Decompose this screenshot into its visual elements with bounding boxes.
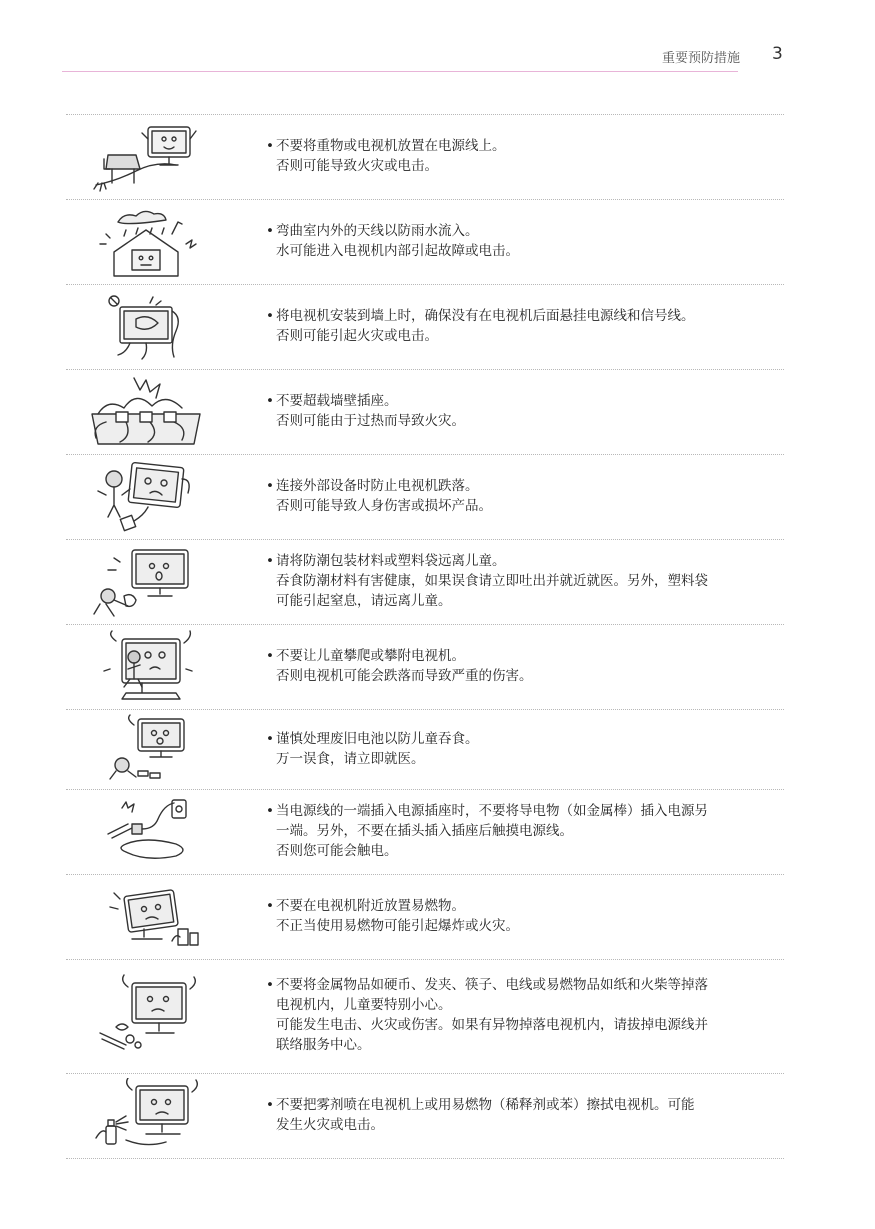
precaution-line: 一端。另外，不要在插头插入插座后触摸电源线。 — [276, 823, 573, 839]
precaution-item — [66, 114, 784, 199]
overloaded-outlet-icon — [86, 374, 206, 450]
precaution-text — [266, 306, 776, 346]
precaution-text — [266, 476, 776, 516]
precaution-text — [266, 221, 776, 261]
antenna-rain-house-icon — [86, 204, 206, 280]
precaution-item — [66, 789, 784, 874]
precaution-line: • 请将防潮包装材料或塑料袋远离儿童。 — [276, 551, 776, 571]
precaution-text — [266, 136, 776, 176]
row-separator — [66, 1158, 784, 1159]
precaution-item — [66, 624, 784, 709]
precaution-line: • 弯曲室内外的天线以防雨水流入。 — [276, 221, 776, 241]
metal-objects-tv-icon — [86, 973, 206, 1057]
precaution-line: 万一误食，请立即就医。 — [276, 751, 425, 767]
precaution-line: 可能引起窒息，请远离儿童。 — [276, 593, 452, 609]
precaution-line: • 连接外部设备时防止电视机跌落。 — [276, 476, 776, 496]
precaution-item — [66, 199, 784, 284]
precaution-line: • 不要超载墙壁插座。 — [276, 391, 776, 411]
precaution-line: • 不要将金属物品如硬币、发夹、筷子、电线或易燃物品如纸和火柴等掉落 — [276, 975, 776, 995]
flammable-near-tv-icon — [86, 879, 206, 955]
precaution-text — [266, 391, 776, 431]
precaution-line: 电视机内，儿童要特别小心。 — [276, 997, 452, 1013]
precaution-item — [66, 539, 784, 624]
wall-mounted-tv-cables-icon — [86, 289, 206, 365]
child-plastic-bag-icon — [86, 544, 206, 620]
precaution-item — [66, 1073, 784, 1158]
precaution-item — [66, 874, 784, 959]
precaution-line: 水可能进入电视机内部引起故障或电击。 — [276, 243, 519, 259]
spray-cleaning-tv-icon — [86, 1078, 206, 1154]
precaution-line: • 谨慎处理废旧电池以防儿童吞食。 — [276, 729, 776, 749]
precaution-line: • 不要在电视机附近放置易燃物。 — [276, 896, 776, 916]
precaution-text — [266, 896, 776, 936]
precaution-text — [266, 975, 776, 1055]
precaution-line: 可能发生电击、火灾或伤害。如果有异物掉落电视机内，请拔掉电源线并 — [276, 1017, 708, 1033]
tv-falling-device-icon — [86, 459, 206, 535]
precaution-line: 否则可能由于过热而导致火灾。 — [276, 413, 465, 429]
page-number: 3 — [772, 44, 783, 64]
precaution-text — [266, 646, 776, 686]
precaution-line: • 将电视机安装到墙上时，确保没有在电视机后面悬挂电源线和信号线。 — [276, 306, 776, 326]
precaution-item — [66, 959, 784, 1073]
precaution-item — [66, 284, 784, 369]
precaution-text — [266, 551, 776, 611]
precaution-line: • 当电源线的一端插入电源插座时，不要将导电物（如金属棒）插入电源另 — [276, 801, 776, 821]
power-cord-under-chair-icon — [86, 119, 206, 195]
precaution-line: 否则可能导致火灾或电击。 — [276, 158, 438, 174]
precaution-line: • 不要将重物或电视机放置在电源线上。 — [276, 136, 776, 156]
precaution-line: • 不要把雾剂喷在电视机上或用易燃物（稀释剂或苯）擦拭电视机。可能 — [276, 1095, 776, 1115]
precaution-text — [266, 729, 776, 769]
header-title: 重要预防措施 — [661, 51, 740, 66]
header-rule — [62, 71, 738, 72]
precaution-line: 否则您可能会触电。 — [276, 843, 398, 859]
precaution-line: • 不要让儿童攀爬或攀附电视机。 — [276, 646, 776, 666]
precaution-line: 不正当使用易燃物可能引起爆炸或火灾。 — [276, 918, 519, 934]
precaution-text — [266, 801, 776, 861]
precaution-text — [266, 1095, 776, 1135]
precaution-item — [66, 709, 784, 789]
precaution-line: 联络服务中心。 — [276, 1037, 371, 1053]
precaution-item — [66, 369, 784, 454]
precaution-line: 否则电视机可能会跌落而导致严重的伤害。 — [276, 668, 533, 684]
child-climbing-tv-icon — [86, 629, 206, 705]
precaution-line: 发生火灾或电击。 — [276, 1117, 384, 1133]
child-battery-icon — [86, 713, 206, 785]
precaution-line: 否则可能导致人身伤害或损坏产品。 — [276, 498, 492, 514]
precaution-line: 否则可能引起火灾或电击。 — [276, 328, 438, 344]
metal-rod-plug-icon — [86, 794, 206, 870]
precaution-item — [66, 454, 784, 539]
precaution-line: 吞食防潮材料有害健康，如果误食请立即吐出并就近就医。另外，塑料袋 — [276, 573, 708, 589]
